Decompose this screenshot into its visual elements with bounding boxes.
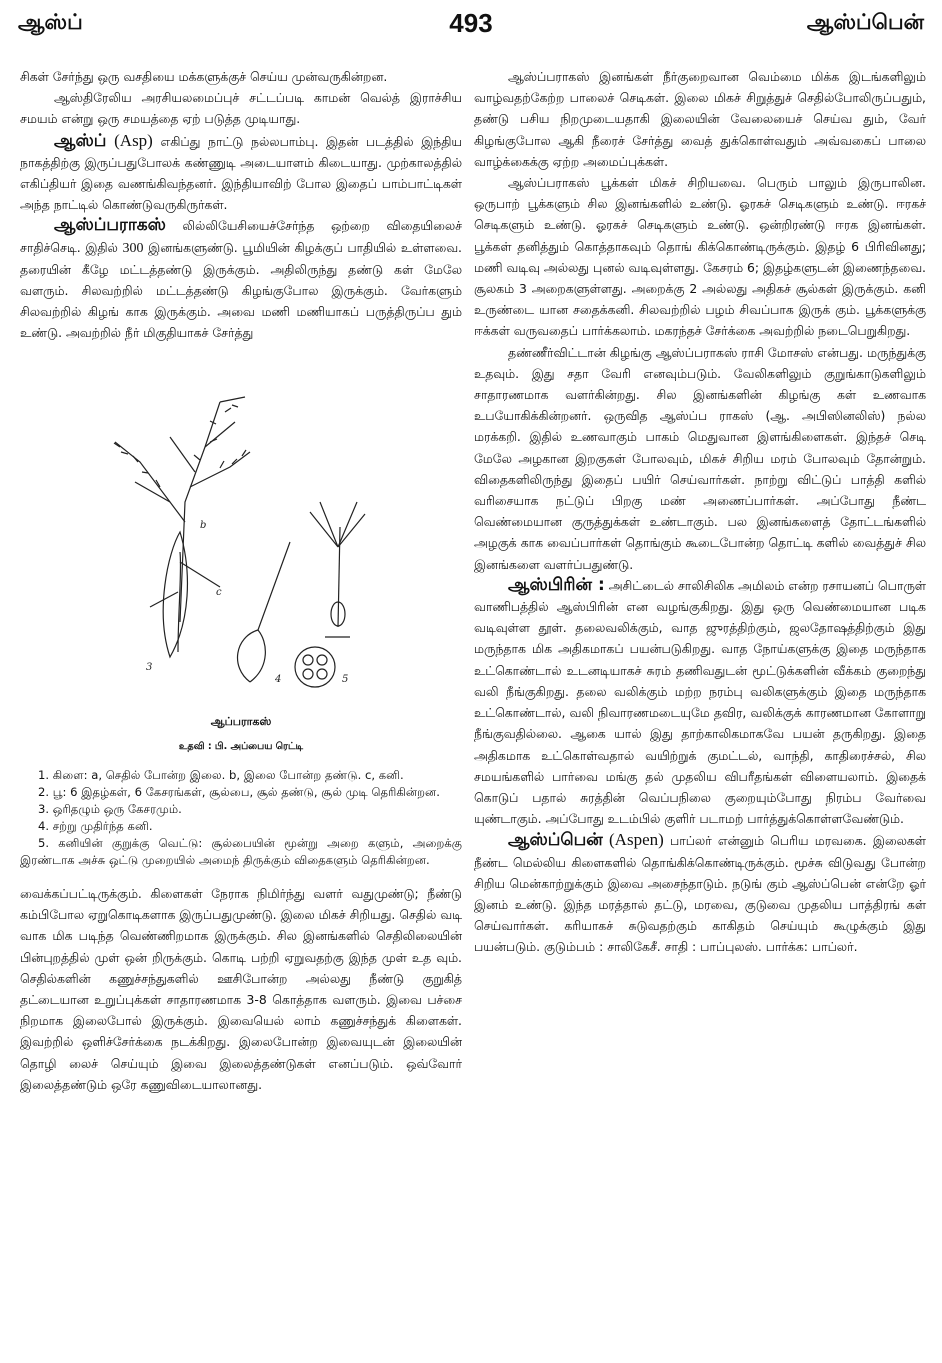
headword-aspen-english: (Aspen) xyxy=(609,830,664,850)
header-right-word: ஆஸ்ப்பென் xyxy=(806,10,924,34)
page-number: 493 xyxy=(449,8,493,38)
figure-note: 3. ஒரிதழும் ஒரு கேசரமும். xyxy=(38,802,182,817)
entry-aspirin xyxy=(474,575,926,829)
entry-asparagus xyxy=(20,215,462,343)
entry-aspirin-body: அசிட்டைல் சாலிசிலிக அமிலம் என்ற ரசாயனப் பொருள் வாணிபத்தில் ஆஸ்பிரின் என வழங்குகிறது. இது ஒரு வெண்மையான படிக வடிவுள்ள தூள். தலைவலிக்கும், வாத ஜுரத்திற்கும், ஜலதோஷத்திற்கும் இது மருந்தாக மிக அதிகமாகப் பயன்படுகிறது. வாத நோய்களுக்கு இதை மருந்தாக உட்கொண்டால் உடனடியாகச் சுரம் தணிவதுடன் மூட்டுக்களின் வீக்கம் குறைந்து வலி நீங்குகிறது. தலை வலிக்கும் மற்ற நரம்பு வலிகளுக்கும் இதை மருந்தாக உட்கொண்டால், வலி நிவாரணமடையுமே தவிர, வலிக்குக் காரணமான கோளாறு நீங்குவதில்லை. ஆகை யால் இது தாற்காலிகமாகவே பயன் தருகிறது. இதை அதிகமாக உட்கொள்வதால் வயிற்றுக் குமட்டல், வாந்தி, காதிரைச்சல், சில சமயங்களில் பார்வை மங்கு தல் முதலிய விபரீதங்கள் விளையலாம். இதைக் கொடுப் பதால் சுரத்தின் வெப்பநிலை குறையும்போது நிரம்ப வேர்வை யுண்டாகும். அப்போது உடம்பில் குளிர் படாமற் பார்த்துக்கொள்ளவேண்டும். xyxy=(474,577,926,827)
svg-text:5: 5 xyxy=(342,673,349,685)
headword-asparagus: ஆஸ்ப்பராகஸ் xyxy=(54,215,166,236)
headword-asp-english: (Asp) xyxy=(114,130,153,150)
paragraph: ஆஸ்ப்பராகஸ் இனங்கள் நீர்குறைவான வெம்மை மிக்க இடங்களிலும் வாழ்வதற்கேற்ற பாலைச் செடிகள். இலை மிகச் சிறுத்துச் செதில்போலிருப்பதும், தண்டு பசிய நிறமுடையதாகி இலையின் வேலையைச் செய்வ தும், வேர் கிழங்குபோல ஆகி நீரைச் சேர்த்து வைத் துக்கொள்வதும் அவ்வகைப் பாலை வாழ்க்கைக்கு ஏற்ற அமைப்புக்கள். xyxy=(474,69,926,169)
page-header xyxy=(18,10,924,44)
entry-aspen xyxy=(474,829,926,957)
header-left-word: ஆஸ்ப் xyxy=(18,10,83,34)
figure-note: 5. கனியின் குறுக்கு வெட்டு: சூல்பையின் மூன்று அறை களும், அறைக்கு இரண்டாக அச்சு ஒட்டு முறையில் அமைந் திருக்கும் விதைகளும் தெரிகின்றன. xyxy=(20,836,462,868)
paragraph: ஆஸ்ப்பராகஸ் பூக்கள் மிகச் சிறியவை. பெரும் பாலும் இருபாலின. ஒருபாற் பூக்களும் சில இனங்களில் உண்டு. ஓரகச் செடிகளும் உண்டு. ஈரகச் செடிகளும் உண்டு. ஓரகச் செடிகளும் உண்டு. ஒன்றிரண்டு ஈரக இனங்கள். பூக்கள் தனித்தும் கொத்தாகவும் தொங் கிக்கொண்டிருக்கும். இதழ் 6 பிரிவினது; மணி வடிவு அல்லது புனல் வடிவுள்ளது. கேசரம் 6; இதழ்களுடன் இணைந்தவை. சூலகம் 3 அறைகளுள்ளது. அறைக்கு 2 அல்லது அதிகச் சூல்கள் இருக்கும். கனி உருண்டை யான சதைக்கனி. சிலவற்றில் பழம் சிவப்பாக இருக் கும். பூக்களுக்கு ஈக்கள் வருவதைப் பார்க்கலாம். மகரந்தச் சேர்க்கை அவற்றில் நடைபெறுகிறது. xyxy=(474,175,926,339)
species-count: 300 xyxy=(122,240,144,256)
right-column xyxy=(474,66,926,958)
svg-text:4: 4 xyxy=(275,673,282,685)
svg-text:3: 3 xyxy=(146,661,153,673)
paragraph: தண்ணீர்விட்டான் கிழங்கு ஆஸ்ப்பராகஸ் ராசி மோசஸ் என்பது. மருந்துக்கு உதவும். இது சதா வேரி எனவும்படும். வேலிகளிலும் குறுங்காடுகளிலும் சாதாரணமாக வளர்கின்றது. சில இனங்களின் கிழங்கு கள் உணவாக உபயோகிக்கின்றனர். ஒருவித ஆஸ்ப்ப ராகஸ் (ஆ. அபிஸினலிஸ்) நல்ல மரக்கறி. இதில் உணவாகும் பாகம் மெதுவான இளங்கிளைகள். இந்தச் செடி மேலே அழகான இறகுகள் போலவும், மிகச் சிறிய மரம் போலவும் தோன்றும். விதைகளிலிருந்து இதைப் பயிர் செய்வார்கள். நாற்று விட்டுப் பாத்தி களில் வரிசையாக நட்டுப் பிறகு மண் அணைப்பார்கள். அப்போது நீண்ட வெண்மையான குருத்துக்கள் உண்டாகும். பல இனங்களைத் தோட்டங்களில் அழகுக் காக வைப்பார்கள் தொங்கும் கூடைபோன்ற தொட்டி களில் வைத்துச் சில இனங்களை வளர்ப்பதுண்டு. xyxy=(474,344,926,572)
asparagus-illustration xyxy=(20,352,462,707)
entry-asparagus-body-a: லில்லியேசியைச்சேர்ந்த ஒற்றை விதையிலைச் சாதிச்செடி. இதில் xyxy=(20,218,462,255)
paragraph: சிகள் சேர்ந்து ஒரு வசதியை மக்களுக்குச் செய்ய முன்வருகின்றன. xyxy=(20,69,388,84)
left-column xyxy=(20,66,462,1095)
entry-asparagus-body-b: இனங்களுண்டு. பூமியின் கிழக்குப் பாதியில் உள்ளவை. தரையின் கீழே மட்டத்தண்டு இருக்கும். அதிலிருந்து தண்டு கள் மேலே வளரும். சிலவற்றில் மட்டத்தண்டு கிழங்குபோல இருக்கும். வேர்களும் சிலவற்றில் கிழங் காக இருக்கும். அவை மணி மணியாகப் பருத்திருப்ப தும் உண்டு. அவற்றில் நீர் மிகுதியாகச் சேர்த்து xyxy=(20,239,462,341)
paragraph: வைக்கப்பட்டிருக்கும். கிளைகள் நேராக நிமிர்ந்து வளர் வதுமுண்டு; நீண்டு கம்பிபோல ஏறுகொடிகளாக இருப்பதுமுண்டு. இலை மிகச் சிறியது. செதில் வடி வாக மிக படிந்த வெண்ணிறமாக இருக்கும். சில இனங்களில் செதிலிலையின் பின்புறத்தில் முள் ஒன் றிருக்கும். கொடி பற்றி ஏறுவதற்கு இந்த முள் உத வும். செதில்களின் கணுச்சந்துகளில் ஊசிபோன்ற அல்லது நீண்டு குறுகித் தட்டையான உறுப்புக்கள் சாதாரணமாக 3-8 கொத்தாக வளரும். இவை பச்சை நிறமாக இலைபோல் இருக்கும். இவையெல் லாம் கணுச்சந்துக் கிளைகள். இவற்றில் ஒளிச்சேர்க்கை நடக்கிறது. இலைபோன்ற இவையுடன் இலையின் தொழி லைச் செய்யும் இவை இலைத்தண்டுகள் எனப்படும். ஒவ்வோர் இலைத்தண்டும் ஒரே கணுவிடையாலானது. xyxy=(20,886,462,1092)
svg-text:b: b xyxy=(200,519,207,531)
figure-notes xyxy=(20,767,462,869)
figure-caption: ஆப்பராகஸ் xyxy=(210,714,272,728)
figure-note: 2. பூ: 6 இதழ்கள், 6 கேசரங்கள், சூல்பை, சூல் தண்டு, சூல் முடி தெரிகின்றன. xyxy=(38,785,440,800)
figure-note: 1. கிளை: a, செதில் போன்ற இலை. b, இலை போன்ற தண்டு. c, கனி. xyxy=(38,768,404,783)
headword-asp: ஆஸ்ப் xyxy=(54,130,107,151)
entry-asp-body: எகிப்து நாட்டு நல்லபாம்பு. இதன் படத்தில் இந்திய நாகத்திற்கு இருப்பதுபோலக் கண்ணுடி அடையாளம் கிடையாது. முற்காலத்தில் எகிப்தியர் இதை வணங்கிவந்தனர். இந்தியாவிற் போல இதைப் பாம்பாட்டிகள் அந்த நாட்டில் கொண்டுவருகிருர்கள். xyxy=(20,133,462,213)
asparagus-figure xyxy=(20,352,462,707)
paragraph: ஆஸ்திரேலிய அரசியலமைப்புச் சட்டப்படி காமன் வெல்த் இராச்சிய சமயம் என்று ஒரு சமயத்தை ஏற் படுத்த முடியாது. xyxy=(20,90,462,127)
entry-asp xyxy=(20,130,462,216)
entry-aspen-body: பாப்லர் என்னும் பெரிய மரவகை. இலைகள் நீண்ட மெல்லிய கிளைகளில் தொங்கிக்கொண்டிருக்கும். மூச்சு விடுவது போன்ற சிறிய மென்காற்றுக்கும் இவை அசைந்தாடும். நடுங் கும் ஆஸ்ப்பென் என்றே ஓர் இனம் உண்டு. இந்த மரத்தால் தட்டு, மரவை, குடுவை முதலிய பாத்திரங் கள் செய்வார்கள். கரியாகச் சுடுவதற்கும் காகிதம் செய்யும் கூழுக்கும் இது பயன்படும். குடும்பம் : சாலிகேசீ. சாதி : பாப்புலஸ். பார்க்க: பாப்லர். xyxy=(474,833,926,955)
svg-text:c: c xyxy=(216,586,222,598)
headword-aspirin: ஆஸ்பிரின் : xyxy=(508,574,605,595)
figure-note: 4. சற்று முதிர்ந்த கனி. xyxy=(38,819,153,834)
headword-aspen: ஆஸ்ப்பென் xyxy=(508,830,603,851)
figure-credit: உதவி : பி. அப்பைய ரெட்டி xyxy=(178,740,304,752)
